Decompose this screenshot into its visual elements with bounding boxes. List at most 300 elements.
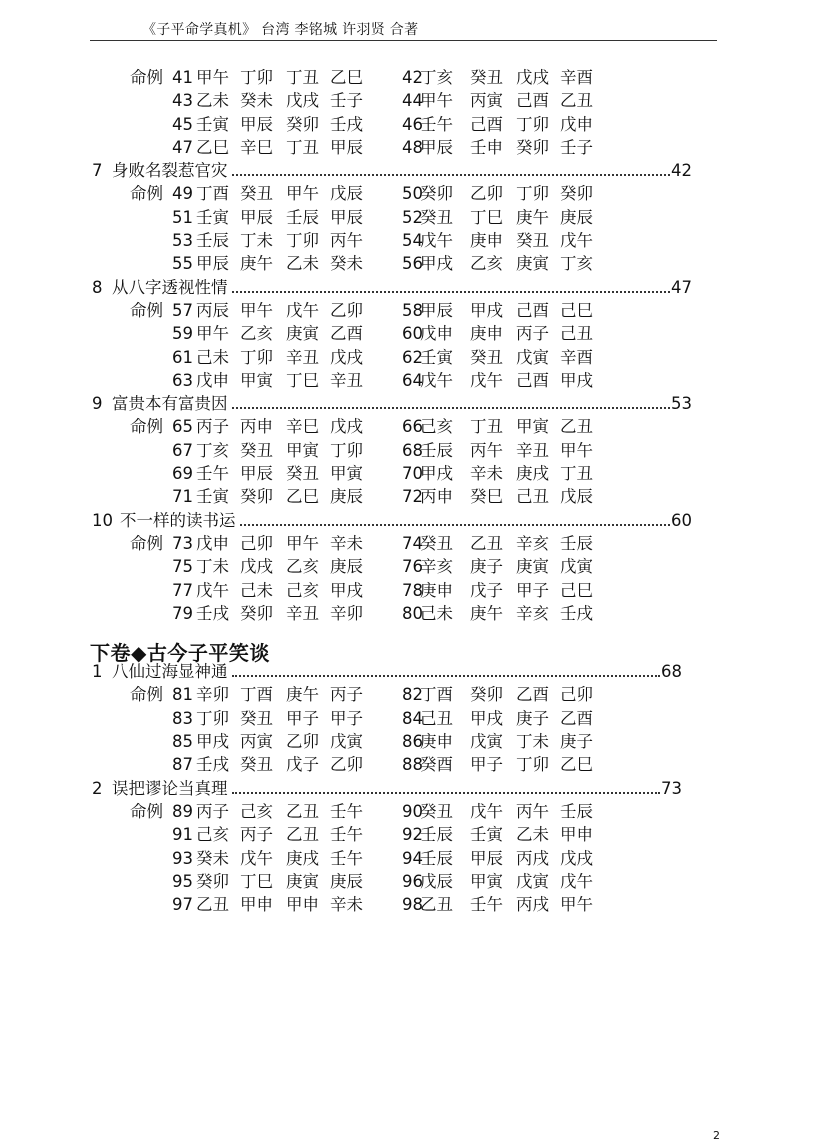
pillar: 辛丑 [330, 370, 363, 390]
pillar: 甲戌 [470, 300, 503, 320]
toc-entry[interactable] [90, 159, 690, 182]
case-number: 58 [402, 300, 423, 320]
page-header [90, 16, 717, 41]
chapter-page: 53 [671, 394, 692, 414]
case-number: 95 [172, 871, 193, 891]
case-row [90, 136, 690, 159]
pillar: 乙未 [286, 254, 319, 274]
pillar: 丁巳 [286, 370, 319, 390]
pillar: 甲辰 [240, 464, 273, 484]
case-number: 60 [402, 324, 423, 344]
pillar: 甲申 [286, 895, 319, 915]
pillar: 戊寅 [330, 732, 363, 752]
pillar: 乙巳 [330, 68, 363, 87]
case-label: 命例 [130, 801, 163, 821]
case-number: 84 [402, 708, 423, 728]
case-number: 66 [402, 417, 423, 437]
case-number: 71 [172, 487, 193, 507]
pillar: 丁亥 [196, 440, 229, 460]
pillar: 丙午 [516, 801, 549, 821]
pillar: 丁未 [240, 231, 273, 251]
pillar: 癸卯 [560, 184, 593, 204]
pillar: 甲申 [560, 825, 593, 845]
case-row [90, 579, 690, 602]
pillar: 戊戌 [330, 347, 363, 367]
pillar: 癸丑 [420, 533, 453, 553]
pillar: 戊午 [560, 871, 593, 891]
case-number: 92 [402, 825, 423, 845]
case-label: 命例 [130, 533, 163, 553]
pillar: 壬辰 [420, 440, 453, 460]
pillar: 甲午 [560, 895, 593, 915]
case-row [90, 753, 690, 776]
pillar: 己酉 [516, 370, 549, 390]
pillar: 戊午 [560, 231, 593, 251]
chapter-number: 2 [92, 778, 103, 798]
pillar: 庚寅 [516, 254, 549, 274]
pillar: 戊戌 [240, 557, 273, 577]
pillar: 己丑 [516, 487, 549, 507]
pillar: 辛酉 [560, 68, 593, 87]
pillar: 己丑 [560, 324, 593, 344]
pillar: 戊戌 [560, 848, 593, 868]
pillar: 丙子 [516, 324, 549, 344]
pillar: 丙寅 [470, 91, 503, 111]
case-row [90, 415, 690, 438]
case-number: 52 [402, 207, 423, 227]
pillar: 庚戌 [286, 848, 319, 868]
pillar: 壬寅 [470, 825, 503, 845]
pillar: 庚申 [470, 231, 503, 251]
pillar: 壬戌 [330, 114, 363, 134]
pillar: 丁酉 [196, 184, 229, 204]
pillar: 辛未 [470, 464, 503, 484]
case-number: 79 [172, 603, 193, 623]
pillar: 戊申 [420, 324, 453, 344]
pillar: 乙卯 [286, 732, 319, 752]
pillar: 辛巳 [240, 137, 273, 157]
pillar: 壬寅 [196, 114, 229, 134]
case-number: 72 [402, 487, 423, 507]
pillar: 壬寅 [420, 347, 453, 367]
pillar: 己酉 [470, 114, 503, 134]
pillar: 己酉 [516, 300, 549, 320]
chapter-title: 富贵本有富贵因 [112, 394, 228, 414]
chapter-title: 不一样的读书运 [120, 510, 236, 530]
pillar: 庚戌 [516, 464, 549, 484]
pillar: 甲午 [420, 91, 453, 111]
pillar: 癸卯 [420, 184, 453, 204]
pillar: 乙亥 [286, 557, 319, 577]
case-row [90, 252, 690, 275]
pillar: 壬子 [330, 91, 363, 111]
pillar: 己未 [196, 347, 229, 367]
pillar: 庚寅 [286, 871, 319, 891]
pillar: 甲寅 [470, 871, 503, 891]
pillar: 丁未 [196, 557, 229, 577]
case-number: 69 [172, 464, 193, 484]
volume-title: 下卷◆古今子平笑谈 [90, 641, 270, 666]
pillar: 庚午 [240, 254, 273, 274]
pillar: 癸未 [330, 254, 363, 274]
chapter-page: 47 [671, 277, 692, 297]
pillar: 戊子 [286, 755, 319, 775]
pillar: 己酉 [516, 91, 549, 111]
dot-leader [232, 675, 660, 677]
pillar: 庚子 [470, 557, 503, 577]
case-row [90, 229, 690, 252]
pillar: 壬午 [196, 464, 229, 484]
pillar: 庚申 [420, 732, 453, 752]
case-number: 89 [172, 801, 193, 821]
case-row [90, 707, 690, 730]
pillar: 丁丑 [286, 68, 319, 87]
dot-leader [232, 291, 670, 293]
pillar: 壬申 [470, 137, 503, 157]
pillar: 己巳 [560, 300, 593, 320]
case-number: 91 [172, 825, 193, 845]
pillar: 壬辰 [560, 801, 593, 821]
case-row [90, 870, 690, 893]
chapter-number: 1 [92, 662, 103, 682]
case-row [90, 439, 690, 462]
case-number: 98 [402, 895, 423, 915]
pillar: 癸丑 [240, 708, 273, 728]
case-number: 97 [172, 895, 193, 915]
pillar: 丙申 [420, 487, 453, 507]
case-number: 81 [172, 685, 193, 705]
case-number: 74 [402, 533, 423, 553]
case-number: 65 [172, 417, 193, 437]
pillar: 甲子 [330, 708, 363, 728]
pillar: 甲子 [286, 708, 319, 728]
case-number: 61 [172, 347, 193, 367]
pillar: 癸丑 [286, 464, 319, 484]
pillar: 甲寅 [286, 440, 319, 460]
pillar: 戊子 [470, 580, 503, 600]
pillar: 庚午 [516, 207, 549, 227]
pillar: 戊午 [420, 370, 453, 390]
pillar: 甲午 [196, 324, 229, 344]
case-row [90, 555, 690, 578]
case-number: 51 [172, 207, 193, 227]
pillar: 戊辰 [330, 184, 363, 204]
pillar: 壬寅 [196, 487, 229, 507]
pillar: 癸卯 [196, 871, 229, 891]
pillar: 癸丑 [240, 755, 273, 775]
case-number: 70 [402, 464, 423, 484]
pillar: 乙巳 [196, 137, 229, 157]
case-number: 54 [402, 231, 423, 251]
case-number: 57 [172, 300, 193, 320]
pillar: 壬寅 [196, 207, 229, 227]
case-number: 44 [402, 91, 423, 111]
pillar: 乙未 [196, 91, 229, 111]
pillar: 庚寅 [286, 324, 319, 344]
pillar: 乙丑 [286, 825, 319, 845]
pillar: 己未 [420, 603, 453, 623]
toc-entry[interactable] [90, 392, 690, 415]
pillar: 壬午 [330, 825, 363, 845]
pillar: 己亥 [240, 801, 273, 821]
pillar: 壬午 [420, 114, 453, 134]
pillar: 癸卯 [286, 114, 319, 134]
pillar: 丙子 [196, 417, 229, 437]
pillar: 丁亥 [560, 254, 593, 274]
chapter-number: 10 [92, 510, 113, 530]
toc-entry[interactable] [90, 509, 690, 532]
case-number: 55 [172, 254, 193, 274]
pillar: 庚辰 [330, 557, 363, 577]
pillar: 丙子 [196, 801, 229, 821]
pillar: 戊午 [420, 231, 453, 251]
pillar: 丁丑 [286, 137, 319, 157]
pillar: 丙子 [240, 825, 273, 845]
pillar: 癸未 [196, 848, 229, 868]
pillar: 辛丑 [286, 347, 319, 367]
pillar: 丁卯 [240, 68, 273, 87]
pillar: 甲辰 [240, 114, 273, 134]
chapter-number: 8 [92, 277, 103, 297]
pillar: 丁卯 [196, 708, 229, 728]
pillar: 己巳 [560, 580, 593, 600]
pillar: 庚申 [470, 324, 503, 344]
case-label: 命例 [130, 68, 163, 87]
pillar: 癸丑 [240, 440, 273, 460]
case-row [90, 182, 690, 205]
pillar: 戊申 [196, 533, 229, 553]
case-number: 80 [402, 603, 423, 623]
pillar: 壬戌 [196, 603, 229, 623]
pillar: 辛巳 [286, 417, 319, 437]
pillar: 乙巳 [560, 755, 593, 775]
pillar: 庚辰 [560, 207, 593, 227]
case-number: 47 [172, 137, 193, 157]
pillar: 乙卯 [330, 300, 363, 320]
pillar: 壬子 [560, 137, 593, 157]
table-of-contents [90, 66, 690, 916]
case-label: 命例 [130, 685, 163, 705]
case-row [90, 602, 690, 625]
case-row [90, 730, 690, 753]
pillar: 癸丑 [420, 801, 453, 821]
pillar: 乙丑 [560, 91, 593, 111]
case-row [90, 800, 690, 823]
pillar: 戊午 [240, 848, 273, 868]
pillar: 壬午 [330, 801, 363, 821]
pillar: 甲辰 [420, 137, 453, 157]
case-number: 88 [402, 755, 423, 775]
pillar: 辛酉 [560, 347, 593, 367]
pillar: 庚午 [470, 603, 503, 623]
pillar: 庚申 [420, 580, 453, 600]
pillar: 癸巳 [470, 487, 503, 507]
case-number: 96 [402, 871, 423, 891]
case-number: 94 [402, 848, 423, 868]
pillar: 丁酉 [240, 685, 273, 705]
pillar: 癸酉 [420, 755, 453, 775]
pillar: 乙酉 [516, 685, 549, 705]
pillar: 丁未 [516, 732, 549, 752]
pillar: 丁卯 [330, 440, 363, 460]
case-number: 75 [172, 557, 193, 577]
case-row [90, 485, 690, 508]
pillar: 壬戌 [196, 755, 229, 775]
case-row [90, 893, 690, 916]
case-row [90, 532, 690, 555]
dot-leader [232, 407, 670, 409]
case-number: 50 [402, 184, 423, 204]
pillar: 壬辰 [420, 848, 453, 868]
pillar: 丙子 [330, 685, 363, 705]
case-number: 76 [402, 557, 423, 577]
pillar: 壬辰 [286, 207, 319, 227]
case-row [90, 369, 690, 392]
pillar: 己卯 [240, 533, 273, 553]
dot-leader [232, 792, 660, 794]
case-row [90, 823, 690, 846]
pillar: 戊申 [196, 370, 229, 390]
pillar: 甲戌 [196, 732, 229, 752]
pillar: 丁卯 [516, 184, 549, 204]
pillar: 乙丑 [470, 533, 503, 553]
case-number: 85 [172, 732, 193, 752]
pillar: 丁卯 [286, 231, 319, 251]
pillar: 甲辰 [330, 137, 363, 157]
pillar: 癸丑 [240, 184, 273, 204]
case-number: 63 [172, 370, 193, 390]
pillar: 辛丑 [516, 440, 549, 460]
chapter-page: 60 [671, 510, 692, 530]
case-number: 64 [402, 370, 423, 390]
chapter-page: 42 [671, 161, 692, 181]
case-number: 93 [172, 848, 193, 868]
pillar: 乙卯 [330, 755, 363, 775]
pillar: 甲辰 [330, 207, 363, 227]
pillar: 丁卯 [240, 347, 273, 367]
pillar: 乙丑 [560, 417, 593, 437]
pillar: 戊戌 [330, 417, 363, 437]
toc-entry[interactable] [90, 777, 690, 800]
pillar: 壬辰 [196, 231, 229, 251]
pillar: 乙亥 [240, 324, 273, 344]
pillar: 戊午 [470, 370, 503, 390]
pillar: 甲戌 [420, 254, 453, 274]
pillar: 戊午 [286, 300, 319, 320]
case-number: 82 [402, 685, 423, 705]
pillar: 壬辰 [560, 533, 593, 553]
pillar: 甲午 [240, 300, 273, 320]
case-number: 48 [402, 137, 423, 157]
pillar: 丙戌 [516, 895, 549, 915]
pillar: 辛亥 [516, 533, 549, 553]
case-row [90, 299, 690, 322]
pillar: 甲戌 [420, 464, 453, 484]
pillar: 乙丑 [286, 801, 319, 821]
pillar: 戊午 [470, 801, 503, 821]
pillar: 壬午 [470, 895, 503, 915]
pillar: 戊申 [560, 114, 593, 134]
pillar: 丙寅 [240, 732, 273, 752]
pillar: 戊寅 [470, 732, 503, 752]
pillar: 己卯 [560, 685, 593, 705]
pillar: 甲辰 [240, 207, 273, 227]
case-number: 67 [172, 440, 193, 460]
pillar: 癸卯 [240, 603, 273, 623]
toc-entry[interactable] [90, 660, 690, 683]
pillar: 甲寅 [330, 464, 363, 484]
toc-entry[interactable] [90, 276, 690, 299]
case-number: 83 [172, 708, 193, 728]
header-title: 《子平命学真机》 台湾 李铭城 许羽贤 合著 [142, 22, 419, 38]
pillar: 乙酉 [560, 708, 593, 728]
case-number: 68 [402, 440, 423, 460]
case-number: 49 [172, 184, 193, 204]
pillar: 乙卯 [470, 184, 503, 204]
chapter-number: 7 [92, 161, 103, 181]
pillar: 癸卯 [240, 487, 273, 507]
pillar: 甲寅 [516, 417, 549, 437]
pillar: 甲子 [470, 755, 503, 775]
pillar: 辛丑 [286, 603, 319, 623]
volume-heading [90, 625, 690, 666]
chapter-title: 身败名裂惹官灾 [112, 161, 228, 181]
case-number: 77 [172, 580, 193, 600]
pillar: 辛卯 [330, 603, 363, 623]
pillar: 乙丑 [420, 895, 453, 915]
case-label: 命例 [130, 417, 163, 437]
pillar: 甲辰 [196, 254, 229, 274]
pillar: 丙午 [470, 440, 503, 460]
chapter-number: 9 [92, 394, 103, 414]
pillar: 丁酉 [420, 685, 453, 705]
pillar: 己亥 [286, 580, 319, 600]
pillar: 戊午 [196, 580, 229, 600]
pillar: 甲辰 [470, 848, 503, 868]
pillar: 庚辰 [330, 871, 363, 891]
pillar: 庚辰 [330, 487, 363, 507]
page-number: 2 [713, 1129, 720, 1142]
dot-leader [232, 174, 670, 176]
pillar: 辛未 [330, 533, 363, 553]
pillar: 甲戌 [560, 370, 593, 390]
case-number: 87 [172, 755, 193, 775]
pillar: 癸卯 [470, 685, 503, 705]
pillar: 甲寅 [240, 370, 273, 390]
pillar: 甲辰 [420, 300, 453, 320]
case-row [90, 66, 690, 89]
case-number: 86 [402, 732, 423, 752]
case-row [90, 322, 690, 345]
case-row [90, 206, 690, 229]
case-row [90, 847, 690, 870]
pillar: 癸丑 [420, 207, 453, 227]
pillar: 甲戌 [470, 708, 503, 728]
pillar: 庚子 [560, 732, 593, 752]
pillar: 丁巳 [470, 207, 503, 227]
pillar: 丁丑 [560, 464, 593, 484]
chapter-page: 73 [661, 778, 682, 798]
pillar: 癸丑 [470, 68, 503, 87]
pillar: 戊戌 [516, 68, 549, 87]
pillar: 辛亥 [516, 603, 549, 623]
pillar: 庚午 [286, 685, 319, 705]
pillar: 甲午 [560, 440, 593, 460]
pillar: 乙未 [516, 825, 549, 845]
pillar: 壬戌 [560, 603, 593, 623]
case-number: 59 [172, 324, 193, 344]
pillar: 己丑 [420, 708, 453, 728]
